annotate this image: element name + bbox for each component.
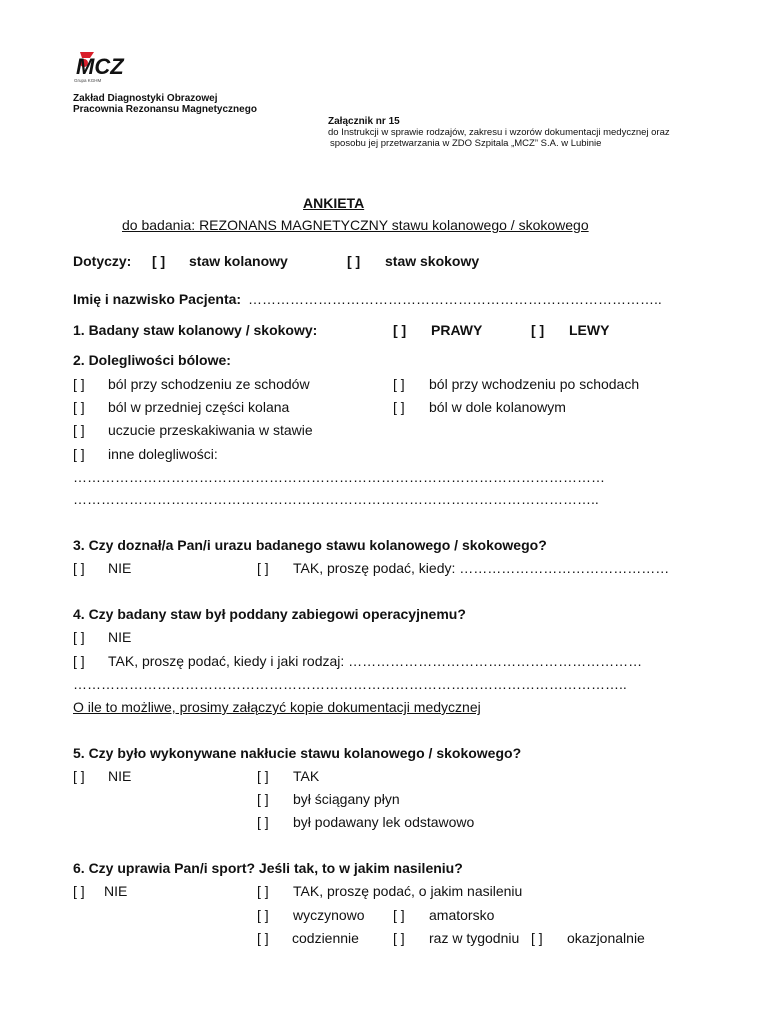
- q1-left-checkbox[interactable]: [ ]: [531, 322, 545, 338]
- department-line2: Pracownia Rezonansu Magnetycznego: [73, 104, 257, 115]
- q4-attachment-note: O ile to możliwe, prosimy załączyć kopie dokumentacji medycznej: [73, 699, 481, 715]
- q5-drug-checkbox[interactable]: [ ]: [257, 814, 269, 830]
- patient-name-label: Imię i nazwisko Pacjenta:: [73, 291, 242, 307]
- q5-fluid-checkbox[interactable]: [ ]: [257, 791, 269, 807]
- mcz-logo: [70, 48, 142, 84]
- q6-yes-label: TAK, proszę podać, o jakim nasileniu: [293, 883, 523, 899]
- q2-opt5-checkbox[interactable]: [ ]: [73, 422, 85, 438]
- q3-no-checkbox[interactable]: [ ]: [73, 560, 85, 576]
- q2-opt3-checkbox[interactable]: [ ]: [73, 399, 85, 415]
- q2-question: 2. Dolegliwości bólowe:: [73, 352, 231, 368]
- q4-no-label: NIE: [108, 629, 132, 645]
- q5-no-checkbox[interactable]: [ ]: [73, 768, 85, 784]
- q1-right-checkbox[interactable]: [ ]: [393, 322, 407, 338]
- q6-yes-checkbox[interactable]: [ ]: [257, 883, 269, 899]
- form-subtitle: do badania: REZONANS MAGNETYCZNY stawu kolanowego / skokowego: [122, 217, 589, 233]
- q5-no-label: NIE: [108, 768, 132, 784]
- q6-no-label: NIE: [104, 883, 128, 899]
- q3-yes-checkbox[interactable]: [ ]: [257, 560, 269, 576]
- q4-details-line[interactable]: ………………………………………………………………………………………………………..: [73, 676, 627, 692]
- patient-name-field[interactable]: ……………………………………………………………………………..: [248, 291, 662, 307]
- q4-no-checkbox[interactable]: [ ]: [73, 629, 85, 645]
- annex-title: Załącznik nr 15: [328, 116, 400, 127]
- form-title: ANKIETA: [303, 195, 365, 211]
- logo-tagline: Grupa KGHM: [74, 78, 102, 83]
- q5-yes-label: TAK: [293, 768, 320, 784]
- q4-yes-label: TAK, proszę podać, kiedy i jaki rodzaj: ………………………………………………………: [108, 653, 643, 669]
- q6-question: 6. Czy uprawia Pan/i sport? Jeśli tak, to w jakim nasileniu?: [73, 860, 463, 876]
- dotyczy-label: Dotyczy:: [73, 253, 132, 269]
- q1-left-label: LEWY: [569, 322, 610, 338]
- q2-opt2-checkbox[interactable]: [ ]: [393, 376, 405, 392]
- logo-text: MCZ: [76, 54, 124, 79]
- q6-amateur-checkbox[interactable]: [ ]: [393, 907, 405, 923]
- q1-right-label: PRAWY: [431, 322, 483, 338]
- dotyczy-knee-label: staw kolanowy: [189, 253, 288, 269]
- q6-weekly-label: raz w tygodniu: [429, 930, 520, 946]
- q2-opt5-label: uczucie przeskakiwania w stawie: [108, 422, 313, 438]
- q2-opt4-label: ból w dole kolanowym: [429, 399, 566, 415]
- q5-question: 5. Czy było wykonywane nakłucie stawu kolanowego / skokowego?: [73, 745, 522, 761]
- q2-opt1-checkbox[interactable]: [ ]: [73, 376, 85, 392]
- q3-no-label: NIE: [108, 560, 132, 576]
- q2-other-line2[interactable]: …………………………………………………………………………………………………..: [73, 491, 599, 507]
- q2-opt2-label: ból przy wchodzeniu po schodach: [429, 376, 640, 392]
- q1-question: 1. Badany staw kolanowy / skokowy:: [73, 322, 318, 338]
- q6-daily-checkbox[interactable]: [ ]: [257, 930, 269, 946]
- q2-other-line1[interactable]: ……………………………………………………………………………………………………: [73, 469, 605, 485]
- dotyczy-knee-checkbox[interactable]: [ ]: [152, 253, 166, 269]
- department-line1: Zakład Diagnostyki Obrazowej: [73, 93, 218, 104]
- q3-yes-label: TAK, proszę podać, kiedy: ………………………………………: [293, 560, 670, 576]
- q6-amateur-label: amatorsko: [429, 907, 495, 923]
- dotyczy-ankle-label: staw skokowy: [385, 253, 480, 269]
- q2-opt4-checkbox[interactable]: [ ]: [393, 399, 405, 415]
- q6-daily-label: codziennie: [292, 930, 359, 946]
- annex-line1: do Instrukcji w sprawie rodzajów, zakresu i wzorów dokumentacji medycznej oraz: [328, 127, 670, 138]
- q6-occasional-checkbox[interactable]: [ ]: [531, 930, 543, 946]
- q6-no-checkbox[interactable]: [ ]: [73, 883, 85, 899]
- q2-opt3-label: ból w przedniej części kolana: [108, 399, 290, 415]
- q5-yes-checkbox[interactable]: [ ]: [257, 768, 269, 784]
- q2-opt1-label: ból przy schodzeniu ze schodów: [108, 376, 310, 392]
- q4-question: 4. Czy badany staw był poddany zabiegowi operacyjnemu?: [73, 606, 466, 622]
- q2-opt6-checkbox[interactable]: [ ]: [73, 446, 85, 462]
- dotyczy-ankle-checkbox[interactable]: [ ]: [347, 253, 361, 269]
- q6-competitive-label: wyczynowo: [293, 907, 365, 923]
- q6-occasional-label: okazjonalnie: [567, 930, 645, 946]
- q6-competitive-checkbox[interactable]: [ ]: [257, 907, 269, 923]
- q3-question: 3. Czy doznał/a Pan/i urazu badanego stawu kolanowego / skokowego?: [73, 537, 547, 553]
- annex-line2: sposobu jej przetwarzania w ZDO Szpitala „MCZ” S.A. w Lubinie: [330, 138, 602, 149]
- q5-fluid-label: był ściągany płyn: [293, 791, 400, 807]
- q4-yes-checkbox[interactable]: [ ]: [73, 653, 85, 669]
- q2-opt6-label: inne dolegliwości:: [108, 446, 218, 462]
- q6-weekly-checkbox[interactable]: [ ]: [393, 930, 405, 946]
- q5-drug-label: był podawany lek odstawowo: [293, 814, 475, 830]
